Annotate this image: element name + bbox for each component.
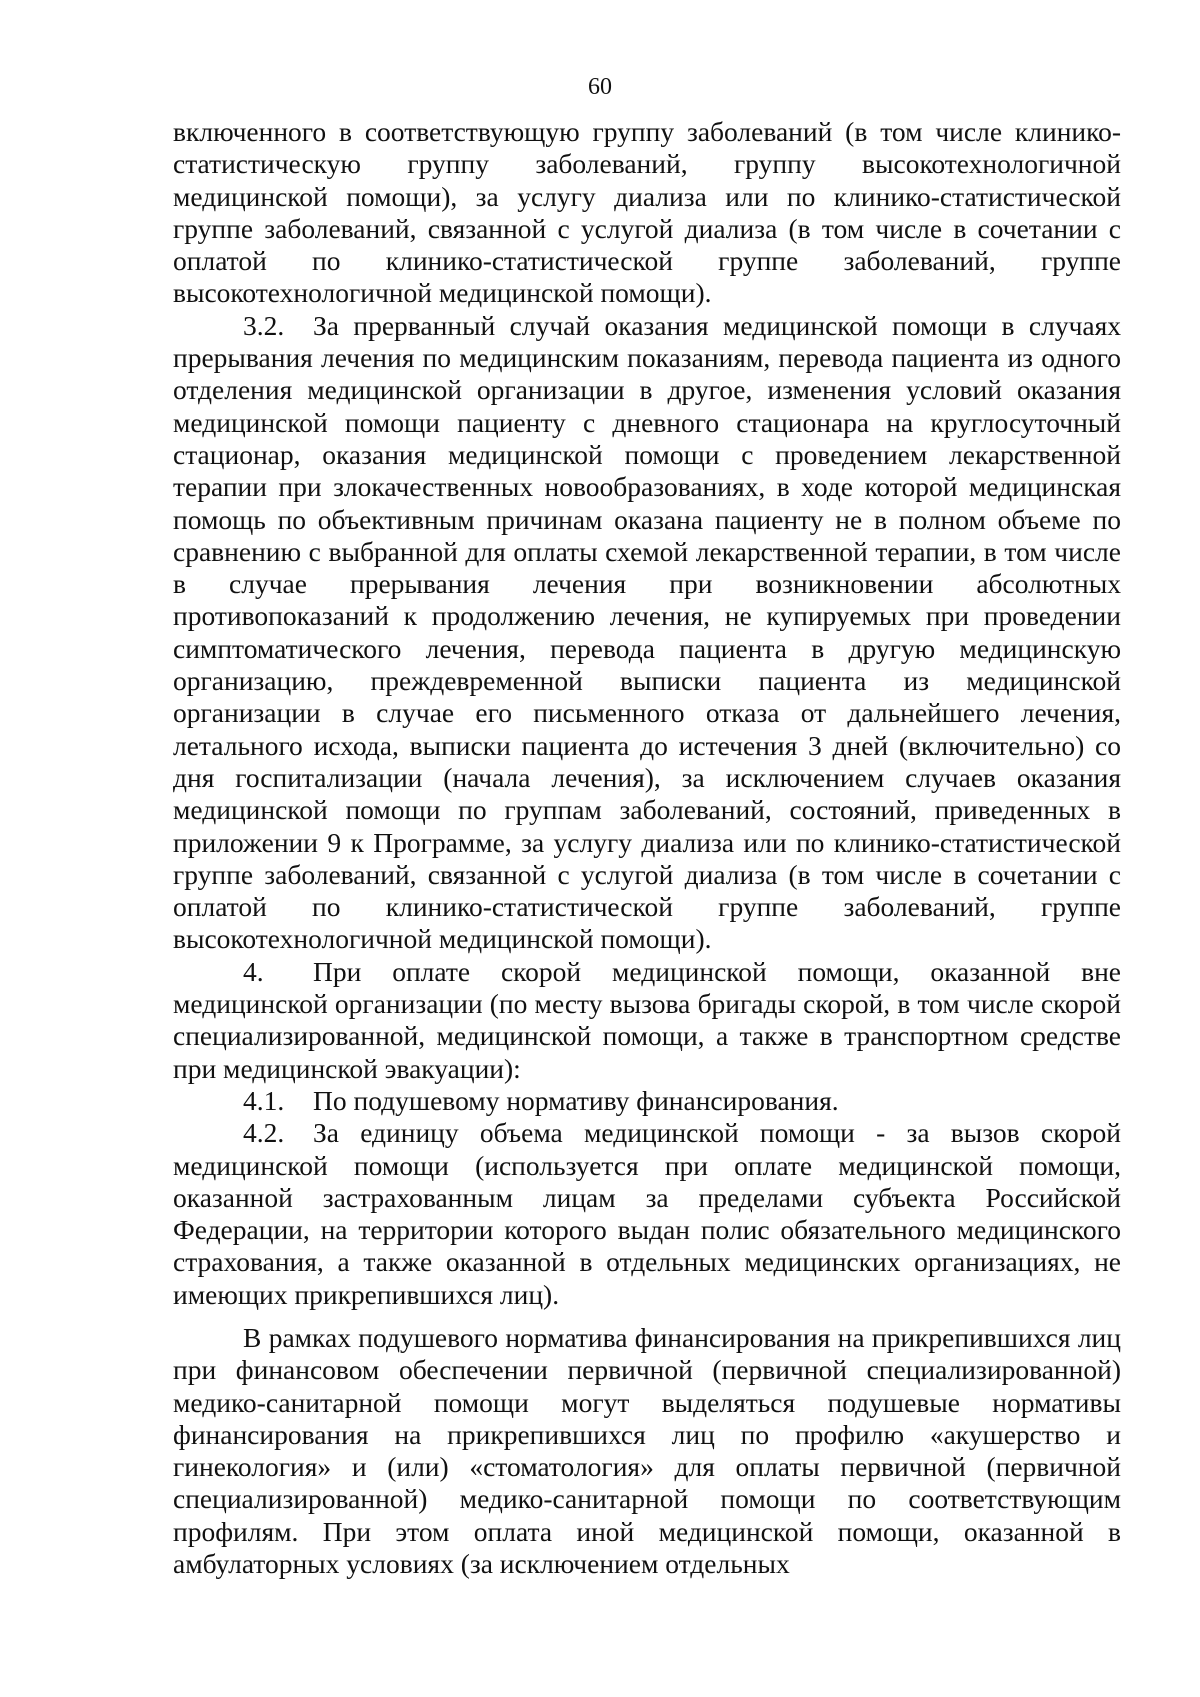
paragraph-text: включенного в соответствующую группу заболеваний (в том числе клинико-статистическую группу заболеваний, группу высокотехнологичной медицинской помощи), за услугу диализа или по клинико-статистической группе заболеваний, связанной с услугой диализа (в том числе в сочетании с оплатой по клинико-статистической группе заболеваний, группе высокотехнологичной медицинской помощи). [173, 116, 1121, 309]
paragraph-text: За прерванный случай оказания медицинской помощи в случаях прерывания лечения по медицинским показаниям, перевода пациента из одного отделения медицинской организации в другое, изменения условий оказания медицинской помощи пациенту с дневного стационара на круглосуточный стационар, оказания медицинской помощи с проведением лекарственной терапии при злокачественных новообразованиях, в ходе которой медицинская помощь по объективным причинам оказана пациенту не в полном объеме по сравнению с выбранной для оплаты схемой лекарственной терапии, в том числе в случае прерывания лечения при возникновении абсолютных противопоказаний к продолжению лечения, не купируемых при проведении симптоматического лечения, перевода пациента в другую медицинскую организацию, преждевременной выписки пациента из медицинской организации в случае его письменного отказа от дальнейшего лечения, летального исхода, выписки пациента до истечения 3 дней (включительно) со дня госпитализации (начала лечения), за исключением случаев оказания медицинской помощи по группам заболеваний, состояний, приведенных в приложении 9 к Программе, за услугу диализа или по клинико-статистической группе заболеваний, связанной с услугой диализа (в том числе в сочетании с оплатой по клинико-статистической группе заболеваний, группе высокотехнологичной медицинской помощи). [173, 309, 1121, 955]
paragraph-continuation [173, 116, 1121, 310]
item-number: 3.2. [243, 309, 285, 341]
paragraph-text: По подушевому нормативу финансирования. [313, 1084, 839, 1116]
paragraph-text: В рамках подушевого норматива финансирования на прикрепившихся лиц при финансовом обеспечении первичной (первичной специализированной) медико-санитарной помощи могут выделяться подушевые нормативы финансирования на прикрепившихся лиц по профилю «акушерство и гинекология» и (или) «стоматология» для оплаты первичной (первичной специализированной) медико-санитарной помощи по соответствующим профилям. При этом оплата иной медицинской помощи, оказанной в амбулаторных условиях (за исключением отдельных [173, 1321, 1121, 1580]
paragraph-4 [173, 956, 1121, 1085]
item-number: 4.1. [243, 1084, 285, 1116]
paragraph-4-1 [173, 1085, 1121, 1117]
paragraph-4-2 [173, 1117, 1121, 1311]
paragraph-text: При оплате скорой медицинской помощи, оказанной вне медицинской организации (по месту вызова бригады скорой, в том числе скорой специализированной, медицинской помощи, а также в транспортном средстве при медицинской эвакуации): [173, 955, 1121, 1084]
paragraph-text: За единицу объема медицинской помощи - за вызов скорой медицинской помощи (используется при оплате медицинской помощи, оказанной застрахованным лицам за пределами субъекта Российской Федерации, на территории которого выдан полис обязательного медицинского страхования, а также оказанной в отдельных медицинских организациях, не имеющих прикрепившихся лиц). [173, 1117, 1121, 1310]
document-body [173, 116, 1121, 1580]
page-number: 60 [588, 74, 612, 100]
item-number: 4.2. [243, 1117, 285, 1149]
paragraph-capitation [173, 1322, 1121, 1580]
item-number: 4. [243, 955, 264, 987]
paragraph-3-2 [173, 310, 1121, 956]
